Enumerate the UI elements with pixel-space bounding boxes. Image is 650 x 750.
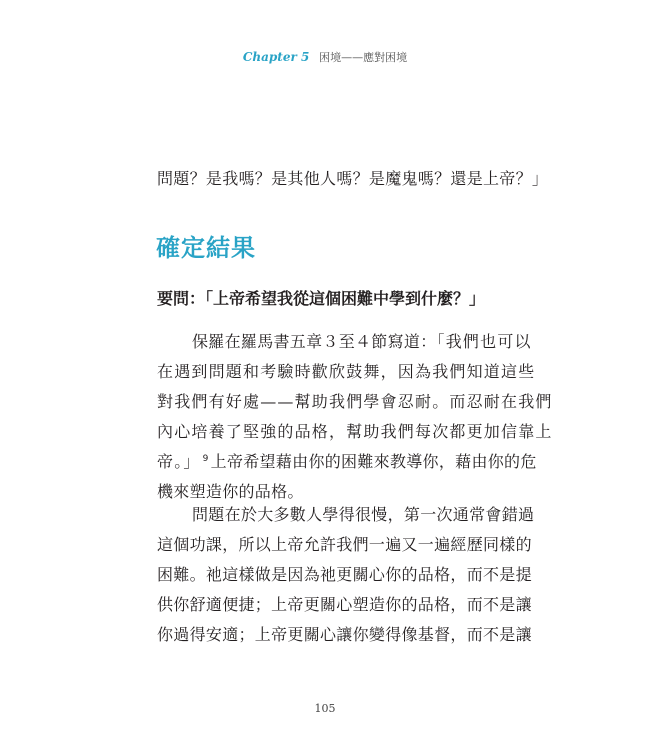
scripture-quote: 「我們也可以	[436, 332, 532, 351]
running-header	[0, 48, 650, 67]
intro-text	[157, 164, 549, 194]
paragraph-line	[157, 327, 532, 357]
chapter-label: Chapter 5	[242, 50, 310, 64]
section-question: 要問：「上帝希望我從這個困難中學到什麼？」	[157, 289, 486, 308]
paragraph-text: 上帝希望藉由你的困難來教導你，藉由你的危	[210, 452, 537, 471]
page-number: 105	[314, 702, 336, 715]
intro-line: 問題？是我嗎？是其他人嗎？是魔鬼嗎？還是上帝？」	[157, 169, 549, 188]
paragraph-line	[157, 447, 537, 477]
scripture-quote-end: 帝。」	[157, 452, 201, 471]
paragraph-line: 你過得安適；上帝更關心讓你變得像基督，而不是讓	[157, 625, 532, 644]
section-heading: 確定結果	[156, 233, 256, 262]
scripture-reference: 保羅在羅馬書五章３至４節寫道：	[192, 332, 437, 351]
chapter-title: 困境——應對困境	[319, 51, 408, 64]
paragraph-line: 在遇到問題和考驗時歡欣鼓舞，因為我們知道這些	[157, 362, 536, 381]
paragraph-line: 供你舒適便捷；上帝更關心塑造你的品格，而不是讓	[157, 595, 532, 614]
paragraph-line: 對我們有好處——幫助我們學會忍耐。而忍耐在我們	[157, 392, 553, 411]
paragraph-2	[157, 500, 535, 650]
paragraph-line: 機來塑造你的品格。	[157, 482, 304, 501]
footnote-reference: 9	[202, 453, 209, 464]
paragraph-line: 困難。祂這樣做是因為祂更關心你的品格，而不是提	[157, 565, 532, 584]
paragraph-1	[157, 327, 553, 507]
paragraph-line: 內心培養了堅強的品格，幫助我們每次都更加信靠上	[157, 422, 553, 441]
paragraph-line: 這個功課，所以上帝允許我們一遍又一遍經歷同樣的	[157, 535, 532, 554]
paragraph-line: 問題在於大多數人學得很慢，第一次通常會錯過	[192, 505, 535, 524]
